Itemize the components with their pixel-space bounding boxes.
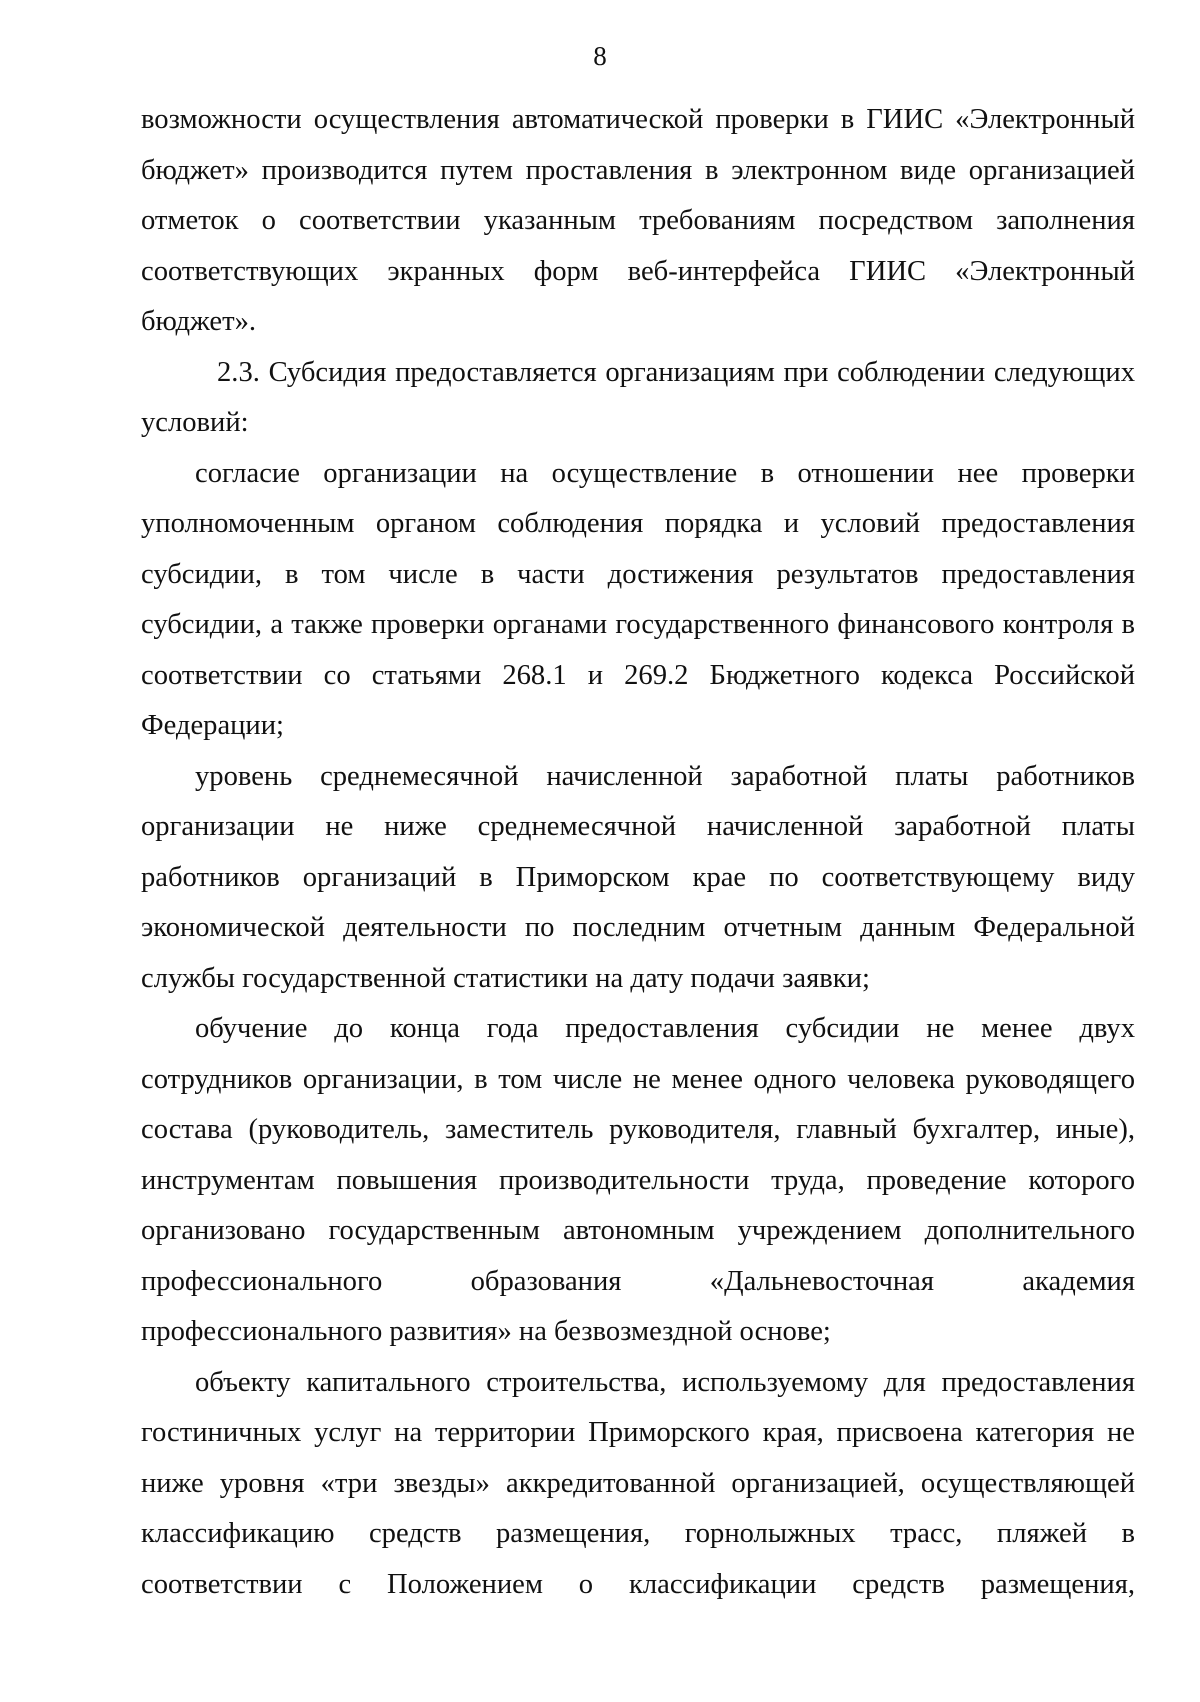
page-number: 8: [593, 41, 607, 71]
paragraph-condition-consent: согласие организации на осуществление в отношении нее проверки уполномоченным органом соблюдения порядка и условий предоставления субсидии, в том числе в части достижения результатов предоставления субсидии, а также проверки органами государственного финансового контроля в соответствии со статьями 268.1 и 269.2 Бюджетного кодекса Российской Федерации;: [141, 457, 1135, 741]
paragraph-condition-salary: уровень среднемесячной начисленной заработной платы работников организации не ниже среднемесячной начисленной заработной платы работников организаций в Приморском крае по соответствующему виду экономической деятельности по последним отчетным данным Федеральной службы государственной статистики на дату подачи заявки;: [141, 760, 1135, 994]
paragraph-condition-hotel-category: объекту капитального строительства, используемому для предоставления гостиничных услуг на территории Приморского края, присвоена категория не ниже уровня «три звезды» аккредитованной организацией, осуществляющей классификацию средств размещения, горнолыжных трасс, пляжей в соответствии с Положением о классификации средств размещения,: [141, 1366, 1135, 1600]
paragraph-condition-training: обучение до конца года предоставления субсидии не менее двух сотрудников организации, в том числе не менее одного человека руководящего состава (руководитель, заместитель руководителя, главный бухгалтер, иные), инструментам повышения производительности труда, проведение которого организовано государственным автономным учреждением дополнительного профессионального образования «Дальневосточная академия профессионального развития» на безвозмездной основе;: [141, 1013, 1135, 1347]
document-body: [141, 95, 1135, 1610]
paragraph-continuation: возможности осуществления автоматической проверки в ГИИС «Электронный бюджет» производится путем проставления в электронном виде организацией отметок о соответствии указанным требованиям посредством заполнения соответствующих экранных форм веб-интерфейса ГИИС «Электронный бюджет».: [141, 104, 1135, 337]
paragraph-clause-2-3: 2.3. Субсидия предоставляется организациям при соблюдении следующих условий:: [141, 356, 1135, 438]
